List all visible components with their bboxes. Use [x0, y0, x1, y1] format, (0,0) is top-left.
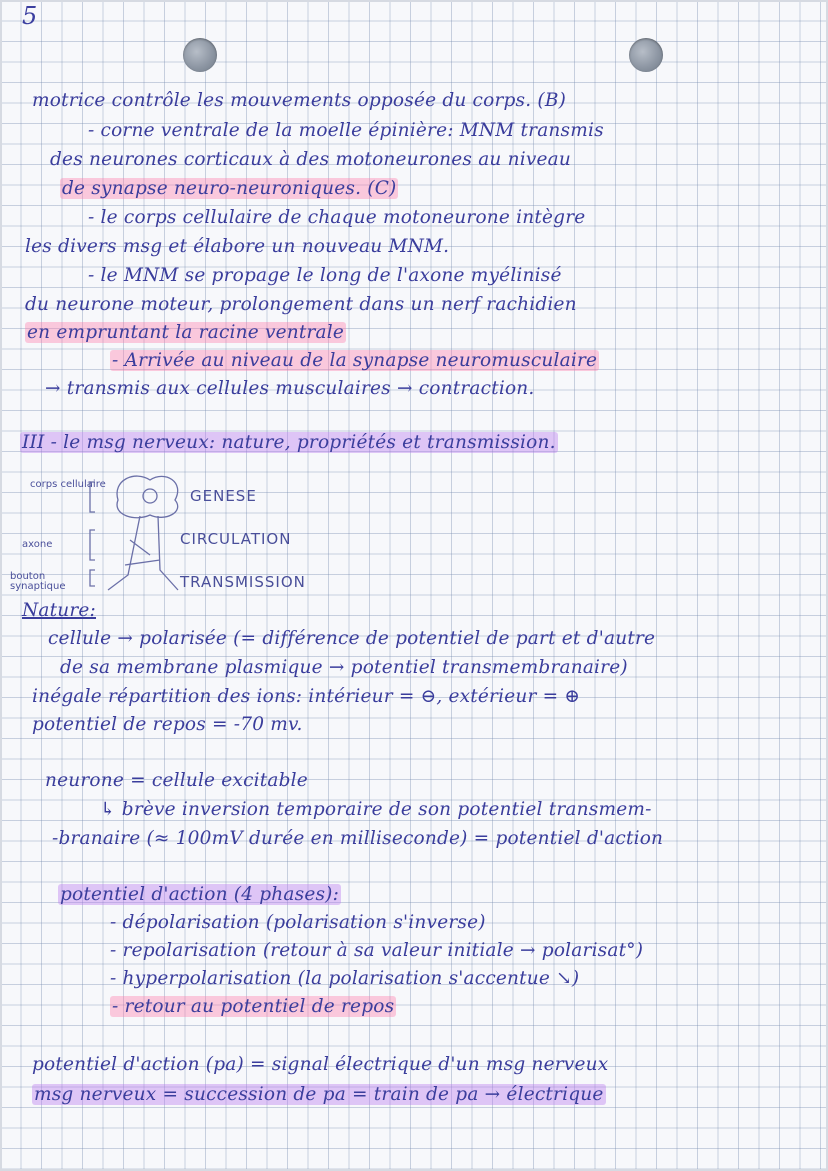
action-potential-phase: - dépolarisation (polarisation s'inverse)	[110, 912, 486, 933]
note-line: - Arrivée au niveau de la synapse neuromusculaire	[112, 350, 598, 371]
neurone-line: ↳ brève inversion temporaire de son potentiel transmem-	[100, 799, 652, 820]
bracket-axon	[90, 530, 95, 560]
nature-line: potentiel de repos = -70 mv.	[32, 714, 303, 735]
neurone-line: neurone = cellule excitable	[45, 770, 308, 791]
page-number: 5	[22, 2, 38, 30]
summary-line: potentiel d'action (pa) = signal électrique d'un msg nerveux	[32, 1054, 609, 1075]
diagram-step-circulation: CIRCULATION	[180, 530, 292, 548]
note-line: des neurones corticaux à des motoneurones au niveau	[50, 149, 572, 170]
nature-line: de sa membrane plasmique → potentiel transmembranaire)	[60, 657, 628, 678]
note-line: motrice contrôle les mouvements opposée du corps. (B)	[32, 90, 567, 111]
diagram-label-synaptic-bouton: bouton synaptique	[10, 571, 66, 592]
note-line: de synapse neuro-neuroniques. (C)	[62, 178, 397, 199]
diagram-label-cell-body: corps cellulaire	[30, 479, 106, 490]
bracket-terminal	[90, 570, 95, 586]
nature-line: cellule → polarisée (= différence de potentiel de part et d'autre	[48, 628, 656, 649]
action-potential-phase: - repolarisation (retour à sa valeur initiale → polarisat°)	[110, 940, 644, 961]
action-potential-phase: - hyperpolarisation (la polarisation s'accentue ↘)	[110, 968, 580, 989]
note-line: - corne ventrale de la moelle épinière: MNM transmis	[88, 120, 604, 141]
note-line: les divers msg et élabore un nouveau MNM.	[25, 236, 450, 257]
note-line: - le corps cellulaire de chaque motoneurone intègre	[88, 207, 586, 228]
neurone-line: -branaire (≈ 100mV durée en milliseconde) = potentiel d'action	[52, 828, 664, 849]
note-line: en empruntant la racine ventrale	[27, 322, 345, 343]
note-line: du neurone moteur, prolongement dans un nerf rachidien	[25, 294, 577, 315]
nature-heading: Nature:	[22, 600, 96, 621]
action-potential-phase: - retour au potentiel de repos	[112, 996, 395, 1017]
cell-body-shape	[117, 476, 178, 518]
action-potential-title: potentiel d'action (4 phases):	[60, 884, 340, 905]
nature-line: inégale répartition des ions: intérieur = ⊖, extérieur = ⊕	[32, 686, 581, 707]
summary-line: msg nerveux = succession de pa = train de pa → électrique	[34, 1084, 604, 1105]
note-line: → transmis aux cellules musculaires → contraction.	[45, 378, 535, 399]
note-line: - le MNM se propage le long de l'axone myélinisé	[88, 265, 562, 286]
nucleus-shape	[143, 489, 157, 503]
diagram-step-genesis: GENESE	[190, 487, 257, 505]
axon-left-line	[108, 516, 140, 590]
diagram-label-axon: axone	[22, 539, 53, 550]
axon-right-line	[158, 516, 178, 590]
section-title: III - le msg nerveux: nature, propriétés et transmission.	[22, 432, 556, 453]
diagram-step-transmission: TRANSMISSION	[180, 573, 306, 591]
